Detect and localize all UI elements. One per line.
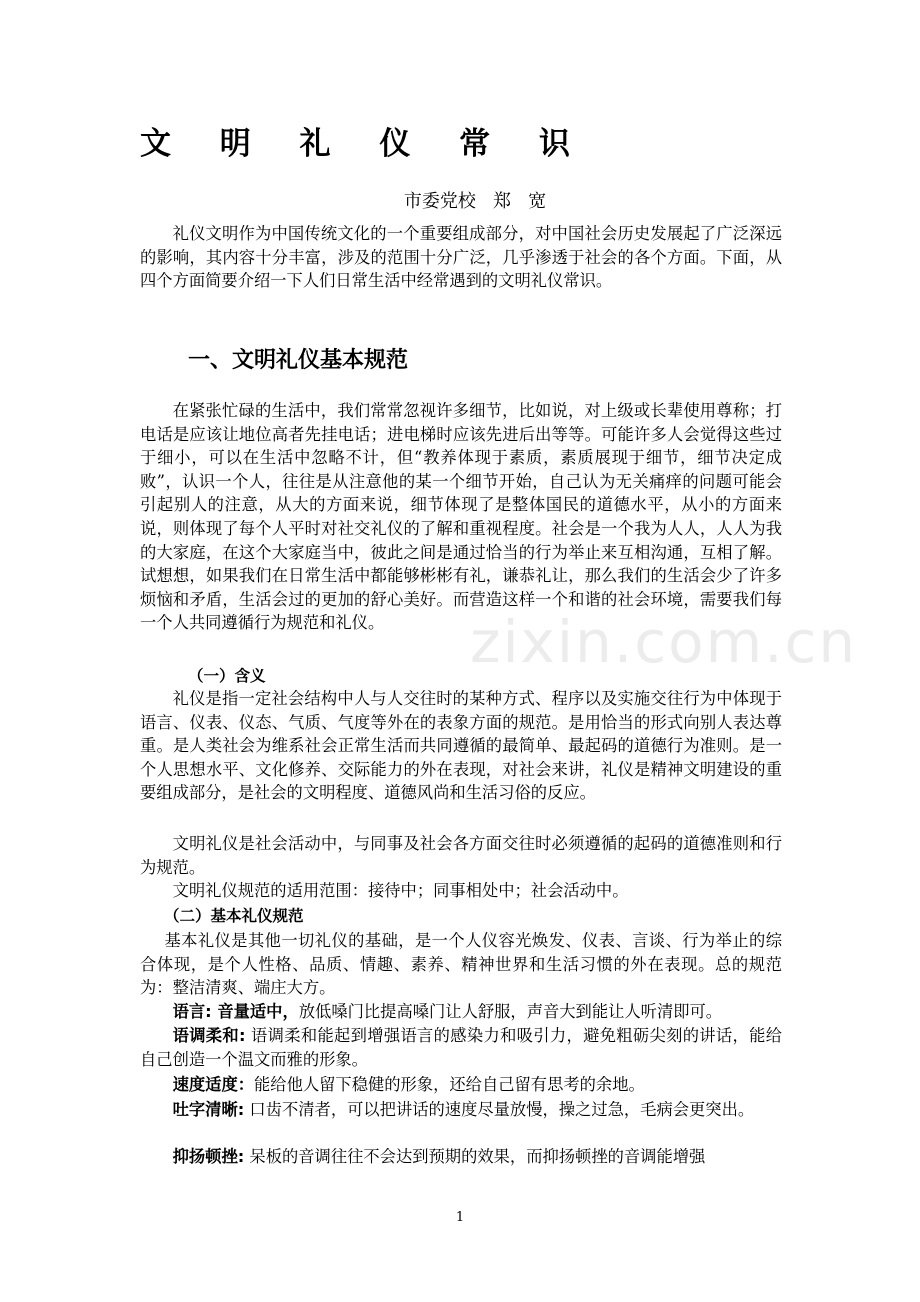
- rule-text: 口齿不清者，可以把讲话的速度尽量放慢，操之过急，毛病会更突出。: [244, 1100, 755, 1119]
- subsection2-paragraph-1: 基本礼仪是其他一切礼仪的基础，是一个人仪容光焕发、仪表、言谈、行为举止的综合体现，是个人性格、品质、情趣、素养、精神世界和生活习惯的外在表现。总的规范为：整洁清爽、端庄大方。: [140, 931, 782, 998]
- rule-label: 速度适度：: [172, 1075, 255, 1094]
- watermark: zixin.com.cn: [470, 608, 858, 676]
- rule-label: 吐字清晰:: [172, 1100, 245, 1119]
- page-number: 1: [455, 1210, 465, 1225]
- rule-item: [140, 1024, 782, 1071]
- rule-item: [140, 1098, 782, 1122]
- rule-label: 抑扬顿挫:: [172, 1147, 245, 1166]
- rule-item: [140, 1145, 782, 1169]
- subsection1-paragraph-3: 文明礼仪规范的适用范围：接待中；同事相处中；社会活动中。: [172, 881, 629, 900]
- rule-label: 语言: 音量适中，: [172, 1002, 299, 1021]
- document-title: 文 明 礼 仪 常 识: [140, 126, 589, 162]
- intro-paragraph: 礼仪文明作为中国传统文化的一个重要组成部分，对中国社会历史发展起了广泛深远的影响，其内容十分丰富，涉及的范围十分广泛，几乎渗透于社会的各个方面。下面，从四个方面简要介绍一下人们日常生活中经常遇到的文明礼仪常识。: [140, 224, 782, 291]
- rule-item: [140, 1000, 782, 1024]
- rule-label: 语调柔和:: [172, 1026, 246, 1045]
- subsection-heading-1: （一）含义: [188, 667, 266, 685]
- rule-text: 语调柔和能起到增强语言的感染力和吸引力，避免粗砺尖刻的讲话，能给自己创造一个温文而雅的形象。: [140, 1026, 783, 1069]
- subsection1-paragraph-1: 礼仪是指一定社会结构中人与人交往时的某种方式、程序以及实施交往行为中体现于语言、仪表、仪态、气质、气度等外在的表象方面的规范。是用恰当的形式向别人表达尊重。是人类社会为维系社会正常生活而共同遵循的最简单、最起码的道德行为准则。是一个人思想水平、文化修养、交际能力的外在表现，对社会来讲，礼仪是精神文明建设的重要组成部分，是社会的文明程度、道德风尚和生活习俗的反应。: [140, 689, 782, 803]
- section-heading-1: 一、文明礼仪基本规范: [188, 348, 409, 373]
- subsection-heading-2: （二）基本礼仪规范: [164, 907, 304, 925]
- rule-item: [140, 1073, 782, 1097]
- section1-paragraph: 在紧张忙碌的生活中，我们常常忽视许多细节，比如说，对上级或长辈使用尊称；打电话是应该让地位高者先挂电话；进电梯时应该先进后出等等。可能许多人会觉得这些过于细小，可以在生活中忽略不计，但“教养体现于素质，素质展现于细节，细节决定成败”，认识一个人，往往是从注意他的某一个细节开始，自己认为无关痛痒的问题可能会引起别人的注意，从大的方面来说，细节体现了是整体国民的道德水平，从小的方面来说，则体现了每个人平时对社交礼仪的了解和重视程度。社会是一个我为人人，人人为我的大家庭，在这个大家庭当中，彼此之间是通过恰当的行为举止来互相沟通，互相了解。试想想，如果我们在日常生活中都能够彬彬有礼，谦恭礼让，那么我们的生活会少了许多烦恼和矛盾，生活会过的更加的舒心美好。而营造这样一个和谐的社会环境，需要我们每一个人共同遵循行为规范和礼仪。: [140, 401, 782, 633]
- rule-text: 呆板的音调往往不会达到预期的效果，而抑扬顿挫的音调能增强: [244, 1147, 706, 1166]
- author-line: 市委党校 郑 宽: [403, 191, 547, 212]
- rule-text: 能给他人留下稳健的形象，还给自己留有思考的余地。: [254, 1075, 645, 1094]
- rule-text: 放低嗓门比提高嗓门让人舒服，声音大到能让人听清即可。: [298, 1002, 723, 1021]
- subsection1-paragraph-2: 文明礼仪是社会活动中，与同事及社会各方面交往时必须遵循的起码的道德准则和行为规范。: [140, 834, 782, 877]
